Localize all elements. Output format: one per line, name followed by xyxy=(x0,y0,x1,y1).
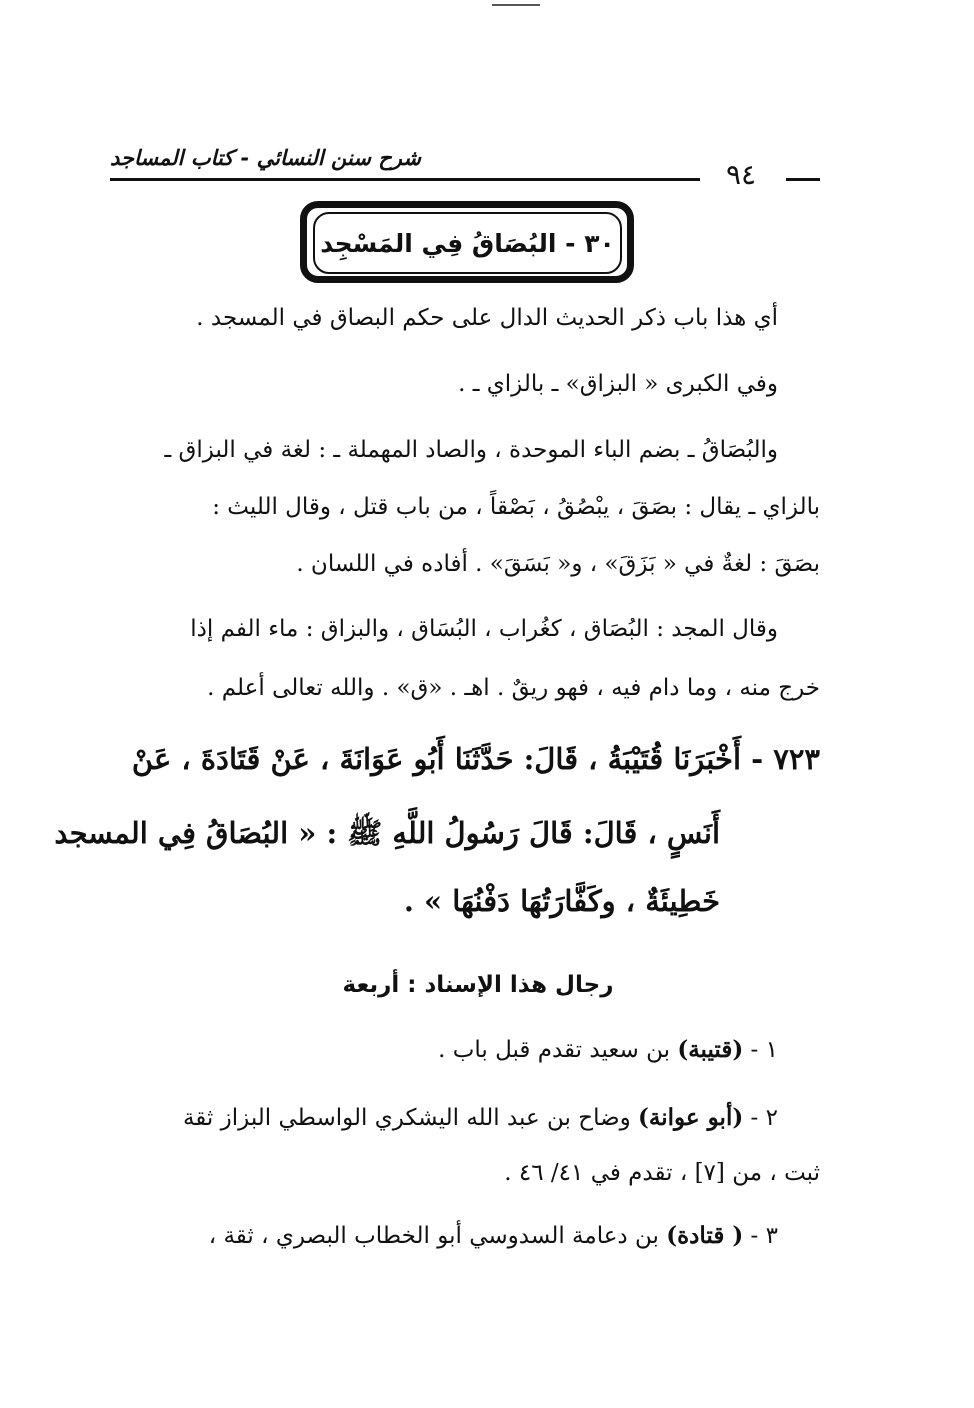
narrator-text: وضاح بن عبد الله اليشكري الواسطي البزاز ثقة xyxy=(182,1105,631,1131)
narrator-entry xyxy=(110,1222,778,1251)
header-rule xyxy=(110,178,700,181)
hadith-line: خَطِيئَةٌ ، وكَفَّارَتُهَا دَفْنُهَا » . xyxy=(403,884,720,918)
paragraph-line: أي هذا باب ذكر الحديث الدال على حكم البصاق في المسجد . xyxy=(196,305,778,331)
paragraph-line: بصَقَ : لغةٌ في « بَزَقَ» ، و« بَسَقَ» . أفاده في اللسان . xyxy=(296,551,820,577)
narrator-number: ٢ - xyxy=(750,1105,778,1131)
paragraph-line: خرج منه ، وما دام فيه ، فهو ريقٌ . اهـ . «ق» . والله تعالى أعلم . xyxy=(207,675,820,701)
narrator-name: (أبو عوانة) xyxy=(638,1104,744,1131)
narrator-number: ١ - xyxy=(750,1037,778,1063)
narrators-heading: رجال هذا الإسناد : أربعة xyxy=(342,972,614,998)
hadith-line: ٧٢٣ - أَخْبَرَنَا قُتَيْبَةُ ، قَالَ: حَدَّثَنَا أَبُو عَوَانَةَ ، عَنْ قَتَادَةَ ، عَنْ xyxy=(131,742,820,776)
section-title-frame xyxy=(313,212,622,274)
narrator-entry xyxy=(110,1104,778,1133)
narrator-text: بن سعيد تقدم قبل باب . xyxy=(438,1037,670,1063)
narrator-name: (قتيبة) xyxy=(677,1036,744,1063)
page-number-rule xyxy=(786,178,820,181)
narrator-name: ( قتادة) xyxy=(666,1222,744,1249)
paragraph-line: بالزاي ـ يقال : بصَقَ ، يبْصُقُ ، بَصْقاً ، من باب قتل ، وقال الليث : xyxy=(212,494,820,520)
paragraph-line: وقال المجد : البُصَاق ، كغُراب ، البُسَاق ، والبزاق : ماء الفم إذا xyxy=(190,616,778,642)
narrator-text: بن دعامة السدوسي أبو الخطاب البصري ، ثقة ، xyxy=(208,1223,659,1249)
page-number: ٩٤ xyxy=(726,158,757,191)
narrator-number: ٣ - xyxy=(750,1223,778,1249)
section-title: ٣٠ - البُصَاقُ فِي المَسْجِد xyxy=(320,228,615,258)
paragraph-line: وفي الكبرى « البزاق» ـ بالزاي ـ . xyxy=(458,371,778,397)
running-title: شرح سنن النسائي - كتاب المساجد xyxy=(110,146,421,170)
paragraph-line: والبُصَاقُ ـ بضم الباء الموحدة ، والصاد المهملة ـ : لغة في البزاق ـ xyxy=(164,437,778,463)
top-decoration-line xyxy=(492,4,540,6)
narrator-entry xyxy=(110,1036,778,1065)
hadith-line: أَنَسٍ ، قَالَ: قَالَ رَسُولُ اللَّهِ ﷺ : « البُصَاقُ فِي المسجد xyxy=(54,816,720,850)
narrator-continuation: ثبت ، من [٧] ، تقدم في ٤١/ ٤٦ . xyxy=(504,1160,820,1186)
